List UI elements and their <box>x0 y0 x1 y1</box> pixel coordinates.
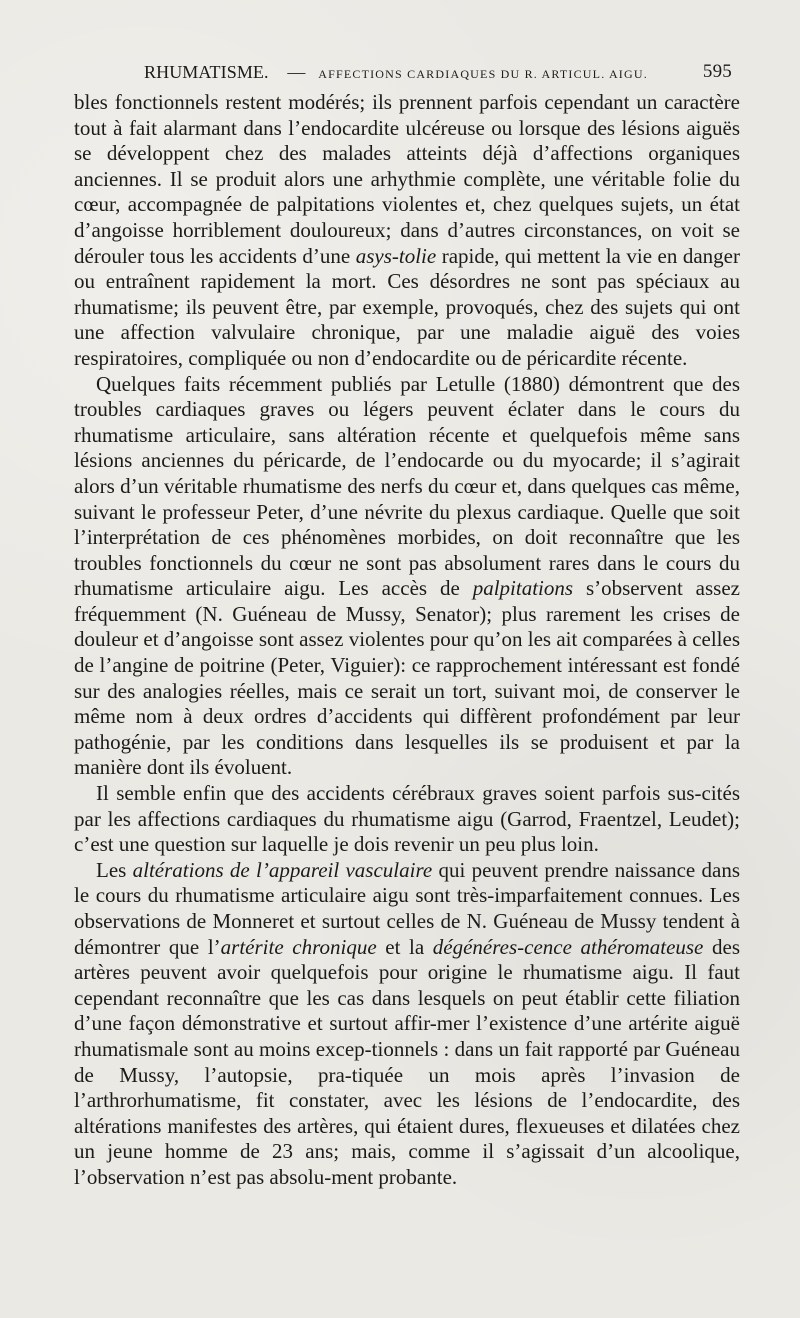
body-text <box>74 90 740 1191</box>
paragraph-cerebral-accidents <box>74 781 740 858</box>
paragraph-4-text-1: Les <box>96 857 133 882</box>
paragraph-2-italic-palpitations: palpitations <box>472 576 574 601</box>
paragraph-continuation <box>74 90 740 372</box>
paragraph-2-text-1: Quelques faits récemment publiés par Letulle (1880) démontrent que des troubles cardiaques graves ou légers peuvent éclater dans le cours du rhumatisme articulaire, sans altération récente et quelquefois même sans lésions anciennes du péricarde, de l’endocarde ou du myocarde; il s’agirait alors d’un véritable rhumatisme des nerfs du cœur et, dans quelques cas même, suivant le professeur Peter, d’une névrite du plexus cardiaque. Quelle que soit l’interprétation de ces phénomènes morbides, on doit reconnaître que les troubles fonctionnels du cœur ne sont pas absolument rares dans le cours du rhumatisme articulaire aigu. Les accès de <box>74 371 740 601</box>
paragraph-1-text-2: rapide, qui mettent la vie en danger ou entraînent rapidement la mort. Ces désordres ne sont pas spéciaux au rhumatisme; ils peuvent être, par exemple, provoqués, chez des sujets qui ont une affection valvulaire chronique, par une maladie aiguë des voies respiratoires, compliquée ou non d’endocardite ou de péricardite récente. <box>74 243 740 370</box>
paragraph-1-italic-asystolie: asys-tolie <box>355 243 437 268</box>
paragraph-2-text-2: s’observent assez fréquemment (N. Guéneau de Mussy, Senator); plus rarement les crises de douleur et d’angoisse sont assez violentes pour qu’on les ait comparées à celles de l’angine de poitrine (Peter, Viguier): ce rapprochement intéressant est fondé sur des analogies réelles, mais ce serait un tort, suivant moi, de conserver le même nom à deux ordres d’accidents qui diffèrent profondément par leur pathogénie, par les conditions dans lesquelles ils se produisent et par la manière dont ils évoluent. <box>74 576 740 780</box>
paragraph-letulle <box>74 372 740 782</box>
paragraph-3-text: Il semble enfin que des accidents cérébraux graves soient parfois sus-cités par les affections cardiaques du rhumatisme aigu (Garrod, Fraentzel, Leudet); c’est une question sur laquelle je dois revenir un peu plus loin. <box>74 781 740 857</box>
running-title-dash: — <box>287 62 306 82</box>
running-head <box>74 60 740 90</box>
paragraph-4-text-3: et la <box>376 934 433 959</box>
running-title-main: RHUMATISME. <box>144 62 269 82</box>
paragraph-4-italic-chronic-arteritis: artérite chronique <box>220 934 377 959</box>
running-title-subtitle: AFFECTIONS CARDIAQUES DU R. ARTICUL. AIGU. <box>318 67 648 81</box>
paragraph-4-text-4: des artères peuvent avoir quelquefois pour origine le rhumatisme aigu. Il faut cependant reconnaître que les cas dans lesquels on peut établir cette filiation d’une façon démonstrative et surtout affir-mer l’existence d’une artérite aiguë rhumatismale sont au moins excep-tionnels : dans un fait rapporté par Guéneau de Mussy, l’autopsie, pra-tiquée un mois après l’invasion de l’arthrorhumatisme, fit constater, avec les lésions de l’endocardite, des altérations manifestes des artères, qui étaient dures, flexueuses et dilatées chez un jeune homme de 23 ans; mais, comme il s’agissait d’un alcoolique, l’observation n’est pas absolu-ment probante. <box>74 934 740 1189</box>
page-number: 595 <box>702 61 732 82</box>
paragraph-4-text-2: qui peuvent prendre naissance dans le cours du rhumatisme articulaire aigu sont très-imparfaitement connues. Les observations de Monneret et surtout celles de N. Guéneau de Mussy tendent à démontrer que l’ <box>74 857 740 959</box>
paragraph-4-italic-vascular: altérations de l’appareil vasculaire <box>132 857 433 882</box>
paragraph-4-italic-atheromatous: dégénéres-cence athéromateuse <box>432 934 704 959</box>
paragraph-vascular-alterations <box>74 858 740 1191</box>
paragraph-1-text-1: bles fonctionnels restent modérés; ils prennent parfois cependant un caractère tout à fait alarmant dans l’endocardite ulcéreuse ou lorsque des lésions aiguës se développent chez des malades atteints déjà d’affections organiques anciennes. Il se produit alors une arhythmie complète, une véritable folie du cœur, accompagnée de palpitations violentes et, chez quelques sujets, un état d’angoisse horriblement douloureux; dans d’autres circonstances, on voit se dérouler tous les accidents d’une <box>74 90 740 268</box>
running-title <box>144 60 648 86</box>
